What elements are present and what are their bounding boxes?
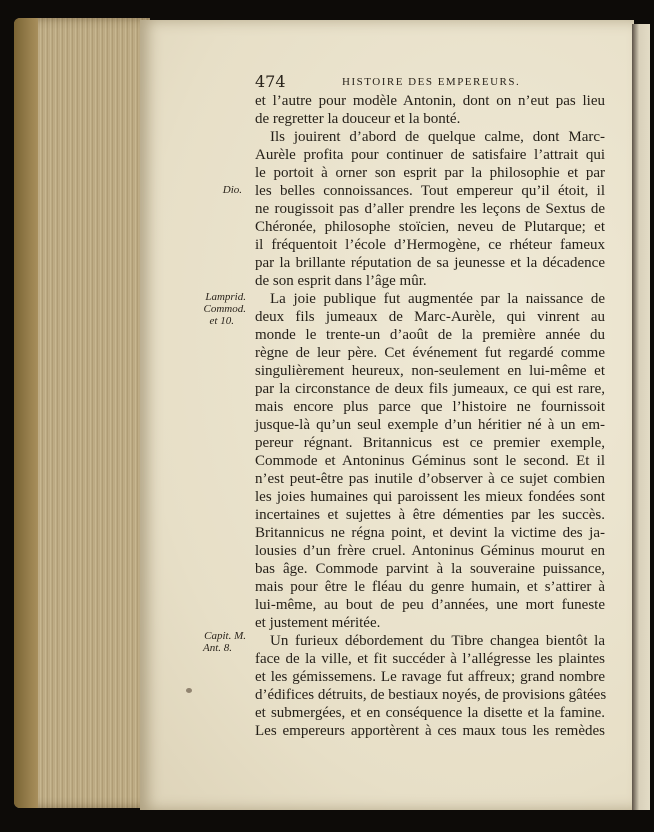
text-line: les belles connoissances. Tout empereur qu’il étoit, il xyxy=(255,183,605,199)
text-line: face de la ville, et fit succéder à l’allégresse les plaintes xyxy=(255,651,605,667)
text-line: La joie publique fut augmentée par la naissance de xyxy=(270,291,605,307)
text-line: monde le trente-un d’août de la première année du xyxy=(255,327,605,343)
text-line: d’édifices détruits, de bestiaux noyés, de provisions gâtées xyxy=(255,687,607,703)
text-line: singulièrement heureux, non-seulement en lui-même et xyxy=(255,363,605,379)
text-line: jusque-là qu’un seul exemple d’un héritier né à un em- xyxy=(255,417,605,433)
text-line: le portoit à orner son esprit par la philosophie et par xyxy=(255,165,605,181)
text-line: Britannicus ne régna point, et devint la victime des ja- xyxy=(255,525,605,541)
text-line: bas âge. Commode parvint à la souveraine puissance, xyxy=(255,561,605,577)
text-line: deux fils jumeaux de Marc-Aurèle, qui vinrent au xyxy=(255,309,605,325)
text-line: mais pour être le fléau du genre humain, et s’attirer à xyxy=(255,579,605,595)
text-line: Chéronée, philosophe stoïcien, neveu de Plutarque; et xyxy=(255,219,605,235)
text-line: incertaines et sujettes à être démenties par les succès. xyxy=(255,507,605,523)
text-line: n’est peut-être pas inutile d’observer à ce sujet combien xyxy=(255,471,605,487)
margin-note-ref: et 10. xyxy=(209,315,234,327)
text-line: lui-même, au bout de peu d’années, une mort funeste xyxy=(255,597,605,613)
margin-note-dio: Dio. xyxy=(222,184,242,196)
text-line: les joies humaines qui paroissent les mieux fondées sont xyxy=(255,489,605,505)
margin-note-commod: Commod. xyxy=(203,303,246,315)
text-line: de son esprit dans l’âge mûr. xyxy=(255,273,427,289)
text-line: et les gémissemens. Le ravage fut affreux; grand nombre xyxy=(255,669,605,685)
text-line: mais encore plus parce que l’histoire ne fournissoit xyxy=(255,399,605,415)
text-line: Un furieux débordement du Tibre changea bientôt la xyxy=(270,633,605,649)
facing-page-edge xyxy=(632,24,650,810)
text-line: et submergées, et en conséquence la disette et la famine. xyxy=(255,705,605,721)
text-line: pereur régnant. Britannicus est ce premier exemple, xyxy=(255,435,605,451)
running-head: HISTOIRE DES EMPEREURS. xyxy=(342,76,521,88)
text-line: par la brillante réputation de sa jeunesse et la décadence xyxy=(255,255,605,271)
text-line: Ils jouirent d’abord de quelque calme, dont Marc- xyxy=(270,129,605,145)
margin-note-capit: Capit. M. xyxy=(204,630,246,642)
text-line: de regretter la douceur et la bonté. xyxy=(255,111,461,127)
margin-note-ant: Ant. 8. xyxy=(202,642,232,654)
text-line: règne de leur père. Cet événement fut regardé comme xyxy=(255,345,605,361)
margin-note-lamprid: Lamprid. xyxy=(205,291,246,303)
text-line: Les empereurs apportèrent à ces maux tous les remèdes xyxy=(255,723,605,739)
text-line: et justement méritée. xyxy=(255,615,381,631)
text-line: par la circonstance de deux fils jumeaux, ce qui est rare, xyxy=(255,381,605,397)
page-number: 474 xyxy=(255,72,286,91)
text-line: Aurèle profita pour continuer de satisfaire l’attrait qui xyxy=(255,147,605,163)
book-page-edges xyxy=(14,18,150,808)
text-line: ne rougissoit pas d’aller prendre les leçons de Sextus de xyxy=(255,201,605,217)
text-line: Commode et Antoninus Géminus sont le second. Et il xyxy=(255,453,605,469)
text-line: il fréquentoit l’école d’Hermogène, ce rhéteur fameux xyxy=(255,237,605,253)
text-line: lousies d’un frère cruel. Antoninus Géminus mourut en xyxy=(255,543,605,559)
paper-speck xyxy=(186,688,192,693)
text-line: et l’autre pour modèle Antonin, dont on n’eut pas lieu xyxy=(255,93,605,109)
